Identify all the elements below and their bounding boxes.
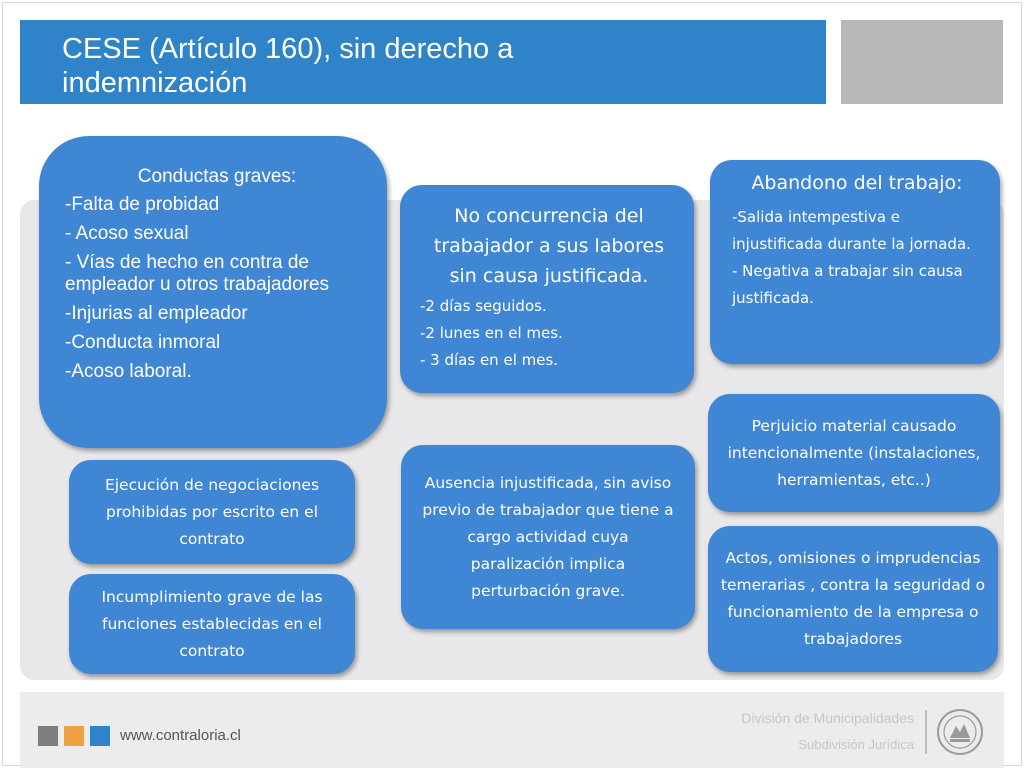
division-label: División de Municipalidades xyxy=(741,710,914,726)
footer-separator xyxy=(925,710,927,754)
no-concurrencia-title: No concurrencia del trabajador a sus labores sin causa justificada. xyxy=(433,205,665,287)
website-link[interactable]: www.contraloria.cl xyxy=(120,727,241,744)
no-concurrencia-item: -2 días seguidos. xyxy=(420,297,547,315)
no-concurrencia-item: -2 lunes en el mes. xyxy=(420,324,563,342)
no-concurrencia-box xyxy=(400,185,694,393)
incumplimiento-text: Incumplimiento grave de las funciones establecidas en el contrato xyxy=(101,587,323,660)
contraloria-seal-icon xyxy=(936,708,984,756)
page-title xyxy=(62,32,802,100)
footer-gray-square xyxy=(38,726,58,746)
conductas-item: -Conducta inmoral xyxy=(65,332,221,353)
footer-blue-square xyxy=(90,726,110,746)
actos-box xyxy=(708,526,998,672)
subdivision-label: Subdivisión Jurídica xyxy=(798,737,914,752)
footer-orange-square xyxy=(64,726,84,746)
abandono-title: Abandono del trabajo: xyxy=(751,172,963,194)
abandono-item: - Negativa a trabajar sin causa justificada. xyxy=(732,262,963,307)
actos-text: Actos, omisiones o imprudencias temerarias , contra la seguridad o funcionamiento de la empresa o trabajadores xyxy=(720,549,986,648)
incumplimiento-box xyxy=(69,574,355,674)
ausencia-text: Ausencia injustificada, sin aviso previo de trabajador que tiene a cargo actividad cuya paralización implica perturbación grave. xyxy=(422,473,674,600)
no-concurrencia-item: - 3 días en el mes. xyxy=(420,351,559,369)
ausencia-box xyxy=(401,445,695,629)
title-line-1: CESE (Artículo 160), sin derecho a xyxy=(62,33,514,65)
conductas-title: Conductas graves: xyxy=(137,166,297,187)
title-bar xyxy=(20,20,826,104)
title-line-2: indemnización xyxy=(62,67,248,99)
perjuicio-text: Perjuicio material causado intencionalmente (instalaciones, herramientas, etc..) xyxy=(727,416,981,489)
abandono-box xyxy=(710,160,1000,364)
conductas-item: - Acoso sexual xyxy=(65,223,189,244)
abandono-item: -Salida intempestiva e injustificada durante la jornada. xyxy=(732,208,971,253)
conductas-graves-box xyxy=(39,136,387,448)
negociaciones-text: Ejecución de negociaciones prohibidas por escrito en el contrato xyxy=(104,475,320,548)
header-gray-block xyxy=(841,20,1003,104)
negociaciones-box xyxy=(69,460,355,564)
conductas-item: -Injurias al empleador xyxy=(65,303,248,324)
conductas-item: - Vías de hecho en contra de empleador u otros trabajadores xyxy=(65,252,330,295)
conductas-item: -Acoso laboral. xyxy=(65,361,192,382)
conductas-item: -Falta de probidad xyxy=(65,194,220,215)
perjuicio-box xyxy=(708,394,1000,512)
